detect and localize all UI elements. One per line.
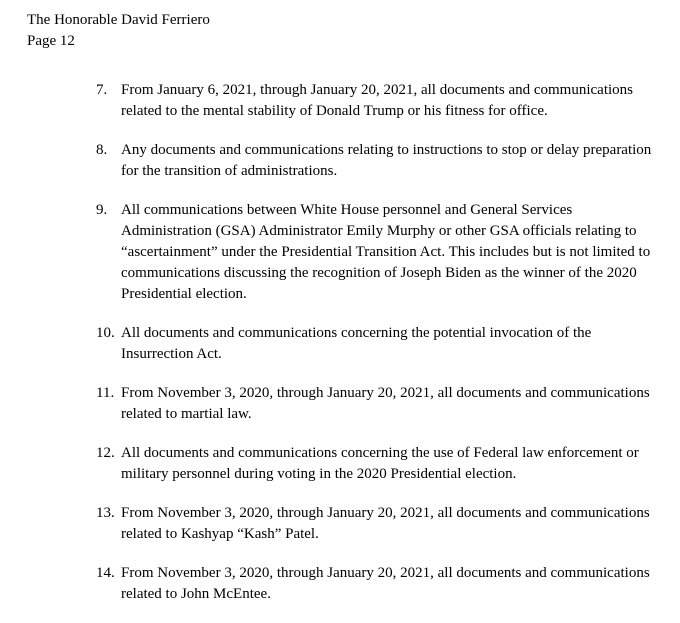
list-item [96, 80, 656, 122]
list-item [96, 443, 656, 485]
item-text: All communications between White House personnel and General Services Administration (GSA) Administrator Emily Murphy or other GSA officials relating to “ascertainment” under the Presidential Transition Act. This includes but is not limited to communications discussing the recognition of Joseph Biden as the winner of the 2020 Presidential election. [121, 202, 651, 302]
item-number: 12. [96, 445, 115, 461]
item-text: From January 6, 2021, through January 20, 2021, all documents and communications related to the mental stability of Donald Trump or his fitness for office. [121, 82, 633, 119]
item-text: From November 3, 2020, through January 20, 2021, all documents and communications related to martial law. [121, 385, 650, 422]
item-number: 11. [96, 385, 115, 401]
page-number: Page 12 [27, 33, 75, 49]
list-item [96, 383, 656, 425]
item-text: From November 3, 2020, through January 20, 2021, all documents and communications related to John McEntee. [121, 565, 650, 602]
list-item [96, 200, 656, 305]
request-list [96, 80, 656, 623]
item-number: 13. [96, 505, 115, 521]
list-item [96, 503, 656, 545]
item-text: All documents and communications concerning the use of Federal law enforcement or military personnel during voting in the 2020 Presidential election. [121, 445, 639, 482]
item-text: All documents and communications concerning the potential invocation of the Insurrection Act. [121, 325, 592, 362]
item-number: 14. [96, 565, 115, 581]
item-text: From November 3, 2020, through January 20, 2021, all documents and communications related to Kashyap “Kash” Patel. [121, 505, 650, 542]
letter-header [27, 10, 210, 52]
addressee-line: The Honorable David Ferriero [27, 12, 210, 28]
item-number: 10. [96, 325, 115, 341]
item-number: 7. [96, 82, 108, 98]
item-number: 9. [96, 202, 108, 218]
list-item [96, 323, 656, 365]
item-text: Any documents and communications relating to instructions to stop or delay preparation for the transition of administrations. [121, 142, 652, 179]
list-item [96, 140, 656, 182]
item-number: 8. [96, 142, 108, 158]
list-item [96, 563, 656, 605]
